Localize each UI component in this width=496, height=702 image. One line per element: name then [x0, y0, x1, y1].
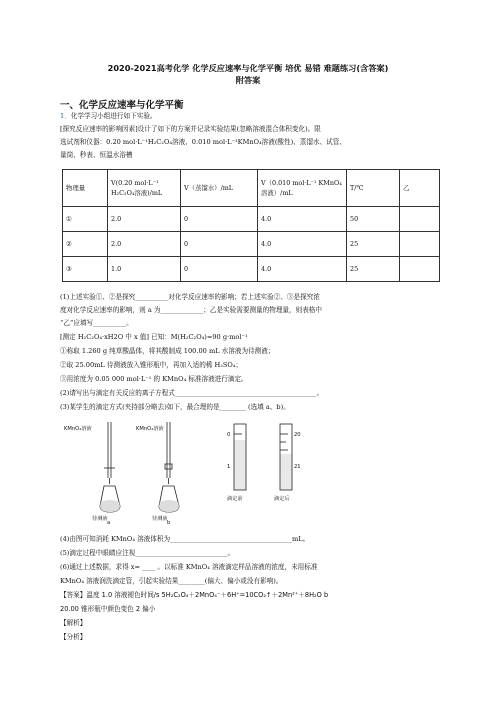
table-cell: 0	[181, 257, 258, 282]
method-step: ③用浓度为 0.05 000 mol·L⁻¹ 的 KMnO₄ 标准溶液进行滴定。	[60, 375, 248, 383]
label-flask-a: 待测液	[92, 516, 108, 522]
table-row	[63, 232, 440, 257]
table-cell: 1.0	[108, 257, 181, 282]
question-5-line: (5)滴定过程中眼睛应注视____________________________。	[60, 549, 235, 557]
method-step: ②取 25.00mL 待测液放入锥形瓶中，再加入适的稀 H₂SO₄；	[60, 361, 243, 369]
label-flask-b: 待测液	[152, 516, 168, 522]
question-3-line: (3)某学生的滴定方式(夹持部分略去)如下，最合理的是________ (选填 a、b)。	[60, 403, 290, 411]
label-kmno4-b: KMnO₄溶液	[136, 426, 164, 432]
label-letter-a: a	[107, 520, 111, 524]
table-header-row	[63, 170, 440, 207]
paragraph-line: [探究反应速率的影响因素]设计了如下的方案并记录实验结果(忽略溶液混合体积变化)。限	[60, 125, 321, 133]
answer-line	[60, 589, 438, 602]
table-header-cell: 乙	[400, 170, 440, 207]
label-kmno4-a: KMnO₄溶液	[64, 426, 92, 432]
question-1-line: “乙”应填写__________。	[60, 319, 133, 327]
table-header-cell: T/℃	[347, 170, 400, 207]
title-line-1: 2020-2021高考化学 化学反应速率与化学平衡 培优 易错 难题练习(含答案)	[107, 63, 389, 73]
question-6-line: (6)通过上述数据，求得 x= ____ 。以标准 KMnO₄ 溶液滴定样品溶液的浓度，未用标准	[60, 563, 318, 571]
method-line: [测定 H₂C₂O₄·xH2O 中 x 值] 已知：M(H₂C₂O₄)=90 g·mol⁻¹	[60, 333, 248, 341]
question-intro-text: 化学学习小组进行如下实验。	[70, 112, 157, 120]
table-cell: 4.0	[258, 232, 347, 257]
table-cell: 0	[181, 232, 258, 257]
experiment-table	[62, 169, 440, 282]
question-intro	[60, 110, 438, 123]
table-cell: 2.0	[108, 207, 181, 232]
table-header-cell: V（蒸馏水）/mL	[181, 170, 258, 207]
table-cell: ②	[63, 232, 108, 257]
table-cell: 4.0	[258, 207, 347, 232]
table-header-cell: V（0.010 mol·L⁻¹ KMnO₄溶液）/mL	[258, 170, 347, 207]
paragraph-line: 选试剂和仪器：0.20 mol·L⁻¹H₂C₂O₄溶液、0.010 mol·L⁻¹KMnO₄溶液(酸性)、蒸馏水、试管、	[60, 138, 346, 146]
table-cell	[400, 232, 440, 257]
table-cell: 25	[347, 232, 400, 257]
jiexi-label: 【解析】	[60, 619, 87, 627]
table-row	[63, 257, 440, 282]
table-row	[63, 207, 440, 232]
question-6-line: KMnO₄ 溶液润洗滴定管，引起实验结果________(偏大、偏小或没有影响)。	[60, 577, 283, 585]
tick-label: 20	[294, 432, 301, 438]
table-cell: ①	[63, 207, 108, 232]
answer-label: 【答案】	[60, 591, 87, 599]
question-1-line: (1)上述实验①、②是探究__________对化学反应速率的影响；若上述实验②、③是探究浓	[60, 293, 320, 301]
question-4-line: (4)由图可知消耗 KMnO₄ 溶液体积为_____________________________________mL。	[60, 535, 310, 543]
caption-before: 滴定前	[227, 496, 243, 502]
table-cell: 2.0	[108, 232, 181, 257]
title-line-2: 附答案	[235, 75, 261, 85]
caption-after: 滴定后	[274, 496, 290, 502]
tick-label: 0	[227, 432, 231, 438]
table-cell: 50	[347, 207, 400, 232]
answer-line-2: 20.00 锥形瓶中颜色变色 2 偏小	[60, 605, 156, 613]
table-cell	[400, 257, 440, 282]
answer-text: 温度 1.0 溶液褪色时间/s 5H₂C₂O₄＋2MnO₄⁻＋6H⁺=10CO₂↑＋2Mn²⁺＋8H₂O b	[86, 591, 329, 599]
table-header-cell: V(0.20 mol·L⁻¹ H₂C₂O₄溶液)/mL	[108, 170, 181, 207]
question-number: 1．	[60, 112, 71, 120]
fenxi-label: 【分析】	[60, 633, 87, 641]
tick-label: 1	[227, 464, 231, 470]
label-letter-b: b	[167, 520, 171, 524]
method-step: ①称取 1.260 g 纯草酸晶体，将其酸制成 100.00 mL 水溶液为待测液；	[60, 347, 275, 355]
section-heading: 一、化学反应速率与化学平衡	[60, 100, 184, 111]
question-2-line: (2)请写出与滴定有关反应的离子方程式___________________________________________。	[60, 389, 324, 397]
table-cell: ③	[63, 257, 108, 282]
question-1-line: 度对化学反应速率的影响，则 a 为_____________；乙是实验需要测量的物理量，则表格中	[60, 306, 322, 314]
table-cell: 4.0	[258, 257, 347, 282]
paragraph-line: 量筒、秒表、恒温水浴槽	[60, 151, 133, 159]
titration-figure	[64, 420, 324, 524]
tick-label: 21	[294, 464, 301, 470]
document-title	[60, 62, 436, 86]
table-cell: 25	[347, 257, 400, 282]
table-cell	[400, 207, 440, 232]
table-header-cell: 物理量	[63, 170, 108, 207]
table-cell: 0	[181, 207, 258, 232]
